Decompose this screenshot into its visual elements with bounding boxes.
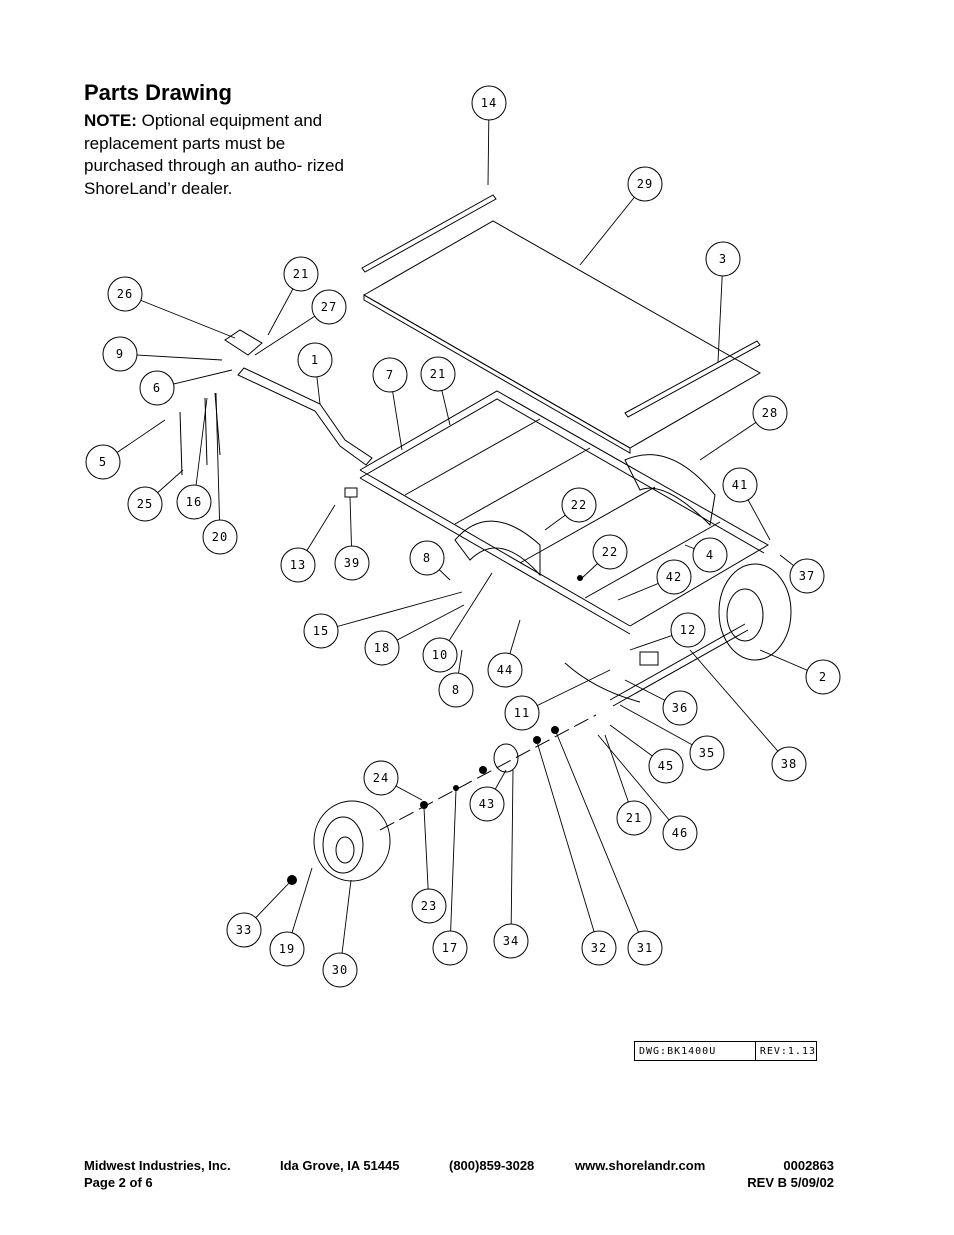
callout-number: 32 [590,941,608,955]
reflector [345,488,357,497]
callout-number: 19 [278,942,296,956]
drawing-number: DWG:BK1400U [635,1042,756,1060]
callout-4 [693,538,727,572]
footer-company: Midwest Industries, Inc. [84,1158,231,1173]
callout-number: 12 [679,623,697,637]
callout-number: 36 [671,701,689,715]
leader-line [511,770,513,941]
callout-10 [423,638,457,672]
note-text: Optional equipment and replacement parts must be purchased through an autho- rized ShoreLand’r dealer. [84,111,344,198]
callout-number: 16 [185,495,203,509]
callout-number: 38 [780,757,798,771]
seal [479,766,487,774]
footer-city: Ida Grove, IA 51445 [280,1158,400,1173]
callout-1 [298,343,332,377]
trailer-parts-linework [180,195,791,885]
leader-line [450,790,456,948]
footer-phone: (800)859-3028 [449,1158,535,1173]
callout-31 [628,931,662,965]
callout-43 [470,787,504,821]
callout-number: 15 [312,624,330,638]
left-wheel-rim [323,817,363,873]
leader-line [537,742,599,948]
callout-number: 27 [320,300,338,314]
callout-34 [494,924,528,958]
callout-number: 41 [731,478,749,492]
callout-number: 10 [431,648,449,662]
callout-number: 25 [136,497,154,511]
callout-number: 42 [665,570,683,584]
callout-number: 24 [372,771,390,785]
leader-line [216,393,220,537]
callout-number: 44 [496,663,514,677]
side-rail-right [625,341,760,417]
footer-page: Page 2 of 6 [84,1175,153,1190]
callout-28 [753,396,787,430]
callout-26 [108,277,142,311]
leader-line [321,592,462,631]
grease-cap [420,801,428,809]
callout-number: 13 [289,558,307,572]
callout-44 [488,653,522,687]
callout-2 [806,660,840,694]
note-label: NOTE: [84,111,137,130]
callout-12 [671,613,705,647]
callout-21 [421,357,455,391]
light [640,652,658,665]
left-wheel-center [336,837,354,863]
callout-18 [365,631,399,665]
callout-15 [304,614,338,648]
drawing-title-block [634,1041,817,1061]
side-rail-left [362,195,496,272]
bearing-outer [551,726,559,734]
callout-35 [690,736,724,770]
callout-number: 9 [115,347,125,361]
callout-number: 43 [478,797,496,811]
footer-revision: REV B 5/09/02 [747,1175,834,1190]
callout-23 [412,889,446,923]
callout-number: 14 [480,96,498,110]
page-footer [84,1158,834,1192]
callout-46 [663,816,697,850]
callout-37 [790,559,824,593]
callout-24 [364,761,398,795]
callout-number: 29 [636,177,654,191]
callout-number: 3 [718,252,728,266]
callout-number: 7 [385,368,395,382]
callout-number: 23 [420,899,438,913]
callout-21 [284,257,318,291]
callout-number: 1 [310,353,320,367]
callout-6 [140,371,174,405]
callout-number: 30 [331,963,349,977]
callout-number: 8 [422,551,432,565]
callout-number: 37 [798,569,816,583]
callout-number: 18 [373,641,391,655]
cross-member [405,419,540,495]
leader-line [125,294,235,338]
callout-19 [270,932,304,966]
callout-32 [582,931,616,965]
callout-33 [227,913,261,947]
callout-number: 31 [636,941,654,955]
callout-number: 8 [451,683,461,697]
callout-3 [706,242,740,276]
chain-left [180,412,182,475]
coupler [225,330,262,355]
callout-number: 26 [116,287,134,301]
callout-13 [281,548,315,582]
callout-balloons [86,86,840,987]
callout-11 [505,696,539,730]
callout-number: 34 [502,934,520,948]
callout-25 [128,487,162,521]
callout-30 [323,953,357,987]
footer-doc-number: 0002863 [783,1158,834,1173]
drawing-revision: REV:1.13 [759,1045,816,1057]
callout-8 [410,541,444,575]
callout-17 [433,931,467,965]
callout-7 [373,358,407,392]
right-wheel-hub [727,589,763,641]
callout-number: 11 [513,706,531,720]
callout-29 [628,167,662,201]
footer-website[interactable]: www.shorelandr.com [575,1158,706,1173]
callout-number: 22 [601,545,619,559]
callout-16 [177,485,211,519]
callout-45 [649,749,683,783]
callout-number: 28 [761,406,779,420]
right-wheel [719,564,791,660]
callout-number: 21 [429,367,447,381]
tongue [238,368,372,465]
callout-41 [723,468,757,502]
callout-number: 17 [441,941,459,955]
callout-number: 21 [292,267,310,281]
callout-number: 33 [235,923,253,937]
callout-39 [335,546,369,580]
callout-number: 22 [570,498,588,512]
callout-38 [772,747,806,781]
callout-27 [312,290,346,324]
callout-42 [657,560,691,594]
page-title: Parts Drawing [84,80,232,105]
callout-21 [617,801,651,835]
callout-number: 46 [671,826,689,840]
leaf-spring [565,663,640,702]
callout-number: 6 [152,381,162,395]
leader-line [556,732,645,948]
callout-number: 35 [698,746,716,760]
callout-number: 2 [818,670,828,684]
callout-22 [562,488,596,522]
callout-number: 5 [98,455,108,469]
callout-22 [593,535,627,569]
callout-8 [439,673,473,707]
frame-inner [360,399,764,553]
callout-number: 21 [625,811,643,825]
callout-36 [663,691,697,725]
callout-number: 4 [705,548,715,562]
callout-number: 45 [657,759,675,773]
callout-14 [472,86,506,120]
callout-9 [103,337,137,371]
callout-number: 20 [211,530,229,544]
callout-5 [86,445,120,479]
callout-number: 39 [343,556,361,570]
callout-20 [203,520,237,554]
